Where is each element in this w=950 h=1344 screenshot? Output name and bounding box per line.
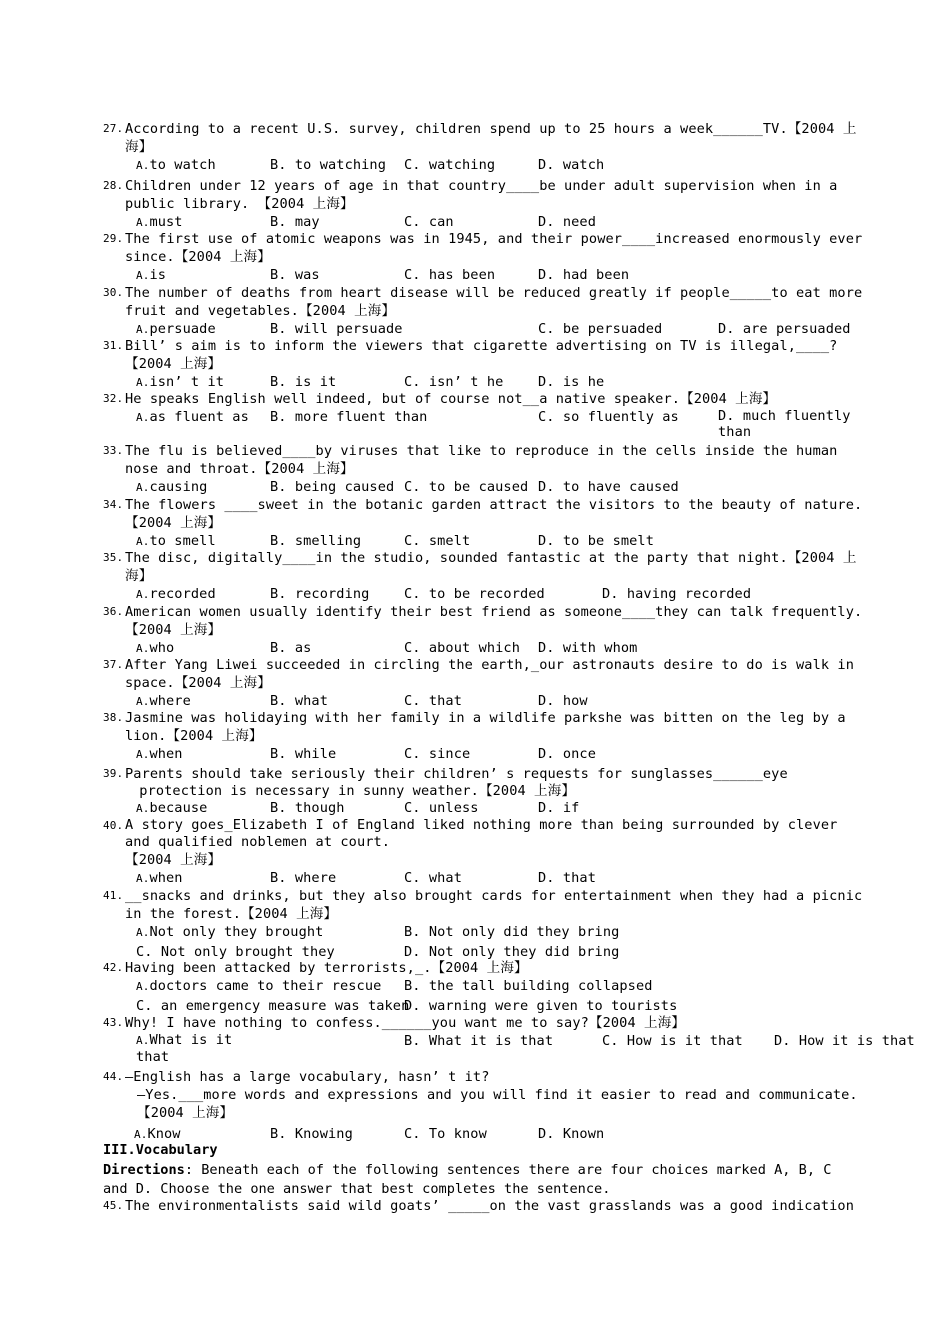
options-row bbox=[136, 156, 863, 174]
option-a: A.must bbox=[136, 214, 183, 230]
option-a: A.when bbox=[136, 746, 183, 762]
question-30 bbox=[103, 284, 871, 338]
question-42 bbox=[103, 959, 863, 1015]
option-b: B. what bbox=[270, 693, 328, 709]
question-text: Jasmine was holidaying with her family in a wildlife parkshe was bitten on the leg by a lion.【2004 上海】 bbox=[125, 710, 855, 744]
option-c: C. that bbox=[404, 693, 462, 709]
options-row bbox=[136, 373, 863, 391]
question-text: A story goes_Elizabeth I of England liked nothing more than being surrounded by clever and qualified noblemen at court. bbox=[125, 817, 846, 850]
options-row bbox=[136, 745, 863, 763]
option-d: D. Not only they did bring bbox=[404, 944, 620, 960]
option-a: A.recorded bbox=[136, 586, 216, 602]
question-text: The flu is believed____by viruses that like to reproduce in the cells inside the human nose and throat.【2004 上海】 bbox=[125, 443, 846, 477]
question-text: The environmentalists said wild goats’ _____on the vast grasslands was a good indication bbox=[125, 1198, 855, 1214]
question-text: The disc, digitally____in the studio, sounded fantastic at the party that night.【2004 上海】 bbox=[125, 550, 857, 584]
option-d: D. with whom bbox=[538, 640, 638, 656]
question-number: 38. bbox=[103, 711, 124, 724]
option-c: C. be persuaded bbox=[538, 321, 663, 337]
option-c: C. watching bbox=[404, 157, 496, 173]
question-number: 39. bbox=[103, 767, 124, 780]
question-text: Children under 12 years of age in that country____be under adult supervision when in a public library. 【2004 上海】 bbox=[125, 178, 846, 212]
option-a: A.to watch bbox=[136, 157, 216, 173]
option-c: C. isn’ t he bbox=[404, 374, 504, 390]
question-text-continued: —Yes.___more words and expressions and you will find it easier to read and communicate.【2004 上海】 bbox=[137, 1087, 858, 1121]
options-row bbox=[136, 320, 863, 338]
option-b: B. more fluent than bbox=[270, 409, 428, 425]
question-number: 29. bbox=[103, 232, 124, 245]
option-b: B. was bbox=[270, 267, 320, 283]
option-b: B. to watching bbox=[270, 157, 386, 173]
question-28 bbox=[103, 177, 863, 231]
options-row bbox=[136, 923, 863, 943]
question-number: 35. bbox=[103, 551, 124, 564]
question-37 bbox=[103, 656, 863, 710]
option-a: A.persuade bbox=[136, 321, 216, 337]
directions-text: : Beneath each of the following sentences there are four choices marked A, B, C and D. Choose the one answer that best completes the sentence. bbox=[103, 1162, 832, 1197]
options-row bbox=[136, 692, 863, 710]
option-c: C. has been bbox=[404, 267, 496, 283]
option-c: C. to be caused bbox=[404, 479, 529, 495]
option-a: A.where bbox=[136, 693, 191, 709]
options-row bbox=[136, 800, 863, 816]
option-a: A.as fluent as bbox=[136, 409, 249, 425]
question-44 bbox=[103, 1068, 863, 1143]
option-d: D. to be smelt bbox=[538, 533, 654, 549]
option-c: C. an emergency measure was taken bbox=[136, 998, 410, 1014]
options-row bbox=[136, 478, 863, 496]
option-a: A.doctors came to their rescue bbox=[136, 978, 382, 994]
option-d: D. once bbox=[538, 746, 596, 762]
question-number: 33. bbox=[103, 444, 124, 457]
section-heading: III.Vocabulary bbox=[103, 1142, 218, 1158]
question-27 bbox=[103, 120, 863, 174]
option-c: C. about which bbox=[404, 640, 520, 656]
options-row bbox=[136, 408, 863, 442]
question-text: He speaks English well indeed, but of course not__a native speaker.【2004 上海】 bbox=[125, 391, 777, 407]
option-b: B. may bbox=[270, 214, 320, 230]
option-c: C. to be recorded bbox=[404, 586, 545, 602]
question-number: 27. bbox=[103, 122, 124, 135]
question-33 bbox=[103, 442, 863, 496]
option-d: D. if bbox=[538, 800, 580, 816]
question-36 bbox=[103, 603, 863, 657]
question-number: 34. bbox=[103, 498, 124, 511]
option-c: C. Not only brought they bbox=[136, 944, 335, 960]
question-text: __snacks and drinks, but they also brought cards for entertainment when they had a picnic in the forest.【2004 上海】 bbox=[125, 888, 871, 922]
option-a: A.isn’ t it bbox=[136, 374, 225, 390]
option-d: D. How it is that bbox=[774, 1033, 915, 1049]
option-d: D. had been bbox=[538, 267, 630, 283]
option-a: A.Know bbox=[134, 1126, 181, 1142]
directions-label: Directions bbox=[103, 1162, 185, 1178]
option-d: D. need bbox=[538, 214, 596, 230]
question-text: American women usually identify their best friend as someone____they can talk frequently.【2004 上海】 bbox=[125, 604, 863, 638]
option-d: D. are persuaded bbox=[718, 321, 851, 337]
question-text-continued: protection is necessary in sunny weather.【2004 上海】 bbox=[131, 783, 576, 799]
option-b: B. recording bbox=[270, 586, 370, 602]
options-row bbox=[136, 213, 863, 231]
question-number: 37. bbox=[103, 658, 124, 671]
options-row bbox=[136, 869, 863, 887]
question-number: 28. bbox=[103, 179, 124, 192]
option-d: D. how bbox=[538, 693, 588, 709]
question-number: 32. bbox=[103, 392, 124, 405]
option-b: B. What it is that bbox=[404, 1033, 554, 1049]
question-number: 36. bbox=[103, 605, 124, 618]
question-text: Having been attacked by terrorists,_.【2004 上海】 bbox=[125, 960, 528, 976]
option-d: D. to have caused bbox=[538, 479, 679, 495]
question-number: 42. bbox=[103, 961, 124, 974]
question-41 bbox=[103, 887, 871, 961]
option-c: C. How is it that bbox=[602, 1033, 743, 1049]
option-d: D. warning were given to tourists bbox=[404, 998, 678, 1014]
option-a: A.who bbox=[136, 640, 175, 656]
question-number: 31. bbox=[103, 339, 124, 352]
option-a: A.when bbox=[136, 870, 183, 886]
option-a: A.causing bbox=[136, 479, 208, 495]
option-d: D. having recorded bbox=[602, 586, 752, 602]
question-number: 44. bbox=[103, 1070, 124, 1083]
question-text: The number of deaths from heart disease will be reduced greatly if people_____to eat more fruit and vegetables.【2004 上海】 bbox=[125, 285, 871, 319]
question-number: 41. bbox=[103, 889, 124, 902]
question-32 bbox=[103, 390, 863, 442]
options-row bbox=[134, 1125, 863, 1143]
option-b: B. the tall building collapsed bbox=[404, 978, 653, 994]
option-c: C. can bbox=[404, 214, 454, 230]
question-text-continued: 【2004 上海】 bbox=[125, 852, 222, 868]
option-c: C. since bbox=[404, 746, 471, 762]
option-b: B. being caused bbox=[270, 479, 395, 495]
question-number: 43. bbox=[103, 1016, 124, 1029]
option-b: B. smelling bbox=[270, 533, 362, 549]
option-b: B. is it bbox=[270, 374, 337, 390]
option-b: B. as bbox=[270, 640, 312, 656]
option-d: D. that bbox=[538, 870, 596, 886]
option-b: B. where bbox=[270, 870, 337, 886]
question-31 bbox=[103, 337, 863, 391]
question-text: —English has a large vocabulary, hasn’ t it? bbox=[125, 1069, 490, 1085]
question-text: The flowers ____sweet in the botanic garden attract the visitors to the beauty of nature.【2004 上海】 bbox=[125, 497, 863, 531]
question-45 bbox=[103, 1197, 863, 1215]
option-a: A.to smell bbox=[136, 533, 216, 549]
options-row-2 bbox=[136, 997, 863, 1015]
options-row bbox=[136, 1032, 915, 1066]
question-39 bbox=[103, 765, 863, 816]
question-text: Why! I have nothing to confess.______you want me to say?【2004 上海】 bbox=[125, 1015, 686, 1031]
question-text: The first use of atomic weapons was in 1945, and their power____increased enormously ever since.【2004 上海】 bbox=[125, 231, 871, 265]
option-b: B. though bbox=[270, 800, 345, 816]
option-d: D. watch bbox=[538, 157, 605, 173]
option-d: D. Known bbox=[538, 1126, 605, 1142]
option-b: B. while bbox=[270, 746, 337, 762]
options-row bbox=[136, 532, 863, 550]
option-a: A.is bbox=[136, 267, 167, 283]
option-b: B. Not only did they bring bbox=[404, 924, 620, 940]
option-c: C. To know bbox=[404, 1126, 487, 1142]
option-a: A.because bbox=[136, 800, 208, 816]
option-b: B. Knowing bbox=[270, 1126, 353, 1142]
options-row bbox=[136, 977, 863, 997]
question-29 bbox=[103, 230, 871, 284]
option-b: B. will persuade bbox=[270, 321, 403, 337]
option-c: C. what bbox=[404, 870, 462, 886]
question-35 bbox=[103, 549, 863, 603]
question-38 bbox=[103, 709, 863, 763]
question-number: 30. bbox=[103, 286, 124, 299]
option-d: D. much fluently than bbox=[718, 408, 851, 440]
question-text: According to a recent U.S. survey, children spend up to 25 hours a week______TV.【2004 上海】 bbox=[125, 121, 857, 155]
option-a: A.What is it that bbox=[136, 1032, 233, 1065]
options-row bbox=[136, 266, 863, 284]
question-text: After Yang Liwei succeeded in circling the earth,_our astronauts desire to do is walk in space.【2004 上海】 bbox=[125, 657, 863, 691]
options-row bbox=[136, 639, 863, 657]
question-40 bbox=[103, 817, 863, 887]
options-row bbox=[136, 585, 863, 603]
question-43 bbox=[103, 1014, 915, 1066]
directions bbox=[103, 1161, 863, 1199]
option-c: C. so fluently as bbox=[538, 409, 679, 425]
question-34 bbox=[103, 496, 863, 550]
option-d: D. is he bbox=[538, 374, 605, 390]
option-c: C. smelt bbox=[404, 533, 471, 549]
question-text: Parents should take seriously their children’ s requests for sunglasses______eye bbox=[125, 766, 788, 782]
option-a: A.Not only they brought bbox=[136, 924, 324, 940]
question-number: 45. bbox=[103, 1199, 124, 1212]
question-number: 40. bbox=[103, 819, 124, 832]
option-c: C. unless bbox=[404, 800, 479, 816]
question-text: Bill’ s aim is to inform the viewers that cigarette advertising on TV is illegal,____?【2004 上海】 bbox=[125, 338, 838, 372]
